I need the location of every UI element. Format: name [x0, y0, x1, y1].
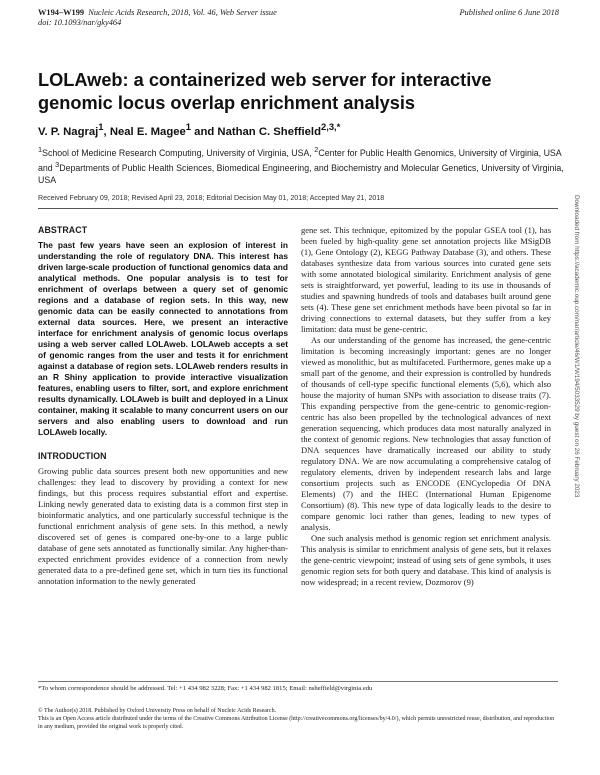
paragraph: gene set. This technique, epitomized by the popular GSEA tool (1), has been fueled by high-quality gene set annotation projects like MSigDB (1), Gene Ontology (2), KEGG Pathway Database (3), and others. These databases synthesize data from various sources into curated gene sets with some annotated biological similarity. Enrichment analysis of gene sets is straightforward, yet powerful, leading to its use in thousands of studies and spawning hundreds of tools and databases built around gene sets (4). These gene set enrichment methods have been pivotal so far in driving connections to external datasets, but they suffer from a key limitation: data must be gene-centric. [301, 225, 551, 334]
paragraph: Growing public data sources present both new opportunities and new challenges: they lead to discovery by providing a context for new findings, but this process requires substantial effort and expertise. Linking newly generated data to existing data is a common first step in bioinformatic analytics, and one particularly successful technique is the functional enrichment analysis of gene sets. In this method, a newly discovered set of genes is compared one-by-one to a large public database of gene sets annotated as functionally similar. Any higher-than-expected enrichment provides evidence of a connection from newly generated data to a pre-defined gene set, which in turn ties its functional annotation information to the newly generated [38, 466, 288, 586]
correspondence-footnote: *To whom correspondence should be addressed. Tel: +1 434 982 3228; Fax: +1 434 982 1815; Email: nsheffield@virginia.edu [38, 685, 373, 692]
paper-title: LOLAweb: a containerized web server for interactive genomic locus overlap enrichment analysis [38, 70, 492, 113]
running-header-left [38, 7, 277, 18]
copyright-line: © The Author(s) 2018. Published by Oxford University Press on behalf of Nucleic Acids Research. [38, 708, 277, 714]
affiliation: Center for Public Health Genomics, University of Virginia, USA and [38, 147, 562, 174]
affiliations [38, 144, 568, 186]
page-range: W194–W199 [38, 8, 85, 17]
publication-date: Published online 6 June 2018 [459, 8, 559, 17]
abstract-heading: ABSTRACT [38, 225, 88, 235]
author-name: Nathan C. Sheffield [217, 125, 321, 138]
author-list: V. P. Nagraj$^1$, Neal E. Magee$^1$ and Nathan C. Sheffield$^{2,3,*}$ [38, 121, 341, 138]
left-column [38, 225, 288, 587]
submission-dates: Received February 09, 2018; Revised April 23, 2018; Editorial Decision May 01, 2018; Accepted May 21, 2018 [38, 194, 385, 202]
divider [38, 208, 558, 209]
affiliation-mark: 2 [314, 145, 319, 154]
author-affiliation-mark: 2,3,* [320, 121, 341, 132]
affiliation: Departments of Public Health Sciences, Biomedical Engineering, and Biochemistry and Molecular Genetics, University of Virginia, USA [38, 163, 564, 185]
license-block [38, 707, 558, 731]
abstract-text: The past few years have seen an explosion of interest in understanding the role of regulatory DNA. This interest has driven large-scale production of functional genomics data and analytical methods. One popular analysis is to test for enrichment of overlaps between a query set of genomic regions and a database of region sets. In this way, new genomic data can be easily connected to annotations from external data sources. Here, we present an interactive interface for enrichment analysis of genomic locus overlaps using a web server called LOLAweb. LOLAweb accepts a set of genomic ranges from the user and tests it for enrichment against a database of region sets. LOLAweb renders results in an R Shiny application to provide interactive visualization features, enabling users to filter, sort, and explore enrichment results dynamically. LOLAweb is built and deployed in a Linux container, making it scalable to many concurrent users on our servers and also enabling users to download and run LOLAweb locally. [38, 240, 288, 437]
author-name: Neal E. Magee [109, 125, 186, 138]
download-watermark: Downloaded from https://academic.oup.com/nar/article/46/W1/W194/5033529 by guest on 26 February 2023 [573, 195, 580, 498]
journal-citation: Nucleic Acids Research, 2018, Vol. 46, Web Server issue [88, 8, 277, 17]
paragraph: As our understanding of the genome has increased, the gene-centric limitation is becoming increasingly important: genes are no longer viewed as monolithic, but as multifaceted. Furthermore, genes make up a small part of the genome, and their expression is controlled by hundreds of thousands of cell-type specific functional elements (5,6), which also house the majority of human SNPs with association to disease traits (7). This expanding perspective from the gene-centric to genomic-region-centric has also been propelled by the technological advances of next generation sequencing, which produces data most naturally analyzed in the context of genomic regions. New technologies that assay function of DNA sequences have dramatically increased our ability to study regulatory DNA. We are now accumulating a comprehensive catalog of regulatory elements, driven by independent research labs and large consortium projects such as ENCODE (ENCyclopedia Of DNA Elements) (7) and the IHEC (International Human Epigenome Consortium) (8). This new type of data logically leads to the desire to compare genomic loci rather than genes, leading to new types of analysis. [301, 335, 551, 532]
license-text: This is an Open Access article distributed under the terms of the Creative Commons Attribution License (http://creativecommons.org/licenses/by/4.0/), which permits unrestricted reuse, distribution, and reproduction in any medium, provided the original work is properly cited. [38, 716, 555, 730]
author-affiliation-mark: 1 [185, 121, 192, 132]
introduction-heading: INTRODUCTION [38, 451, 107, 461]
affiliation-mark: 3 [55, 160, 60, 170]
affiliation: School of Medicine Research Computing, University of Virginia, USA, [42, 147, 312, 158]
footnote-divider [38, 681, 558, 682]
paragraph: One such analysis method is genomic region set enrichment analysis. This analysis is similar to enrichment analysis of gene sets, but it relaxes the gene-centric viewpoint; instead of using sets of gene symbols, it uses genomic region sets for both query and database. This kind of analysis is now widespread; in a recent review, Dozmorov (9) [301, 533, 551, 587]
doi: doi: 10.1093/nar/gky464 [38, 18, 122, 27]
author-name: V. P. Nagraj [38, 125, 99, 138]
affiliation-mark: 1 [38, 145, 43, 154]
author-affiliation-mark: 1 [98, 121, 104, 132]
right-column [301, 225, 551, 588]
